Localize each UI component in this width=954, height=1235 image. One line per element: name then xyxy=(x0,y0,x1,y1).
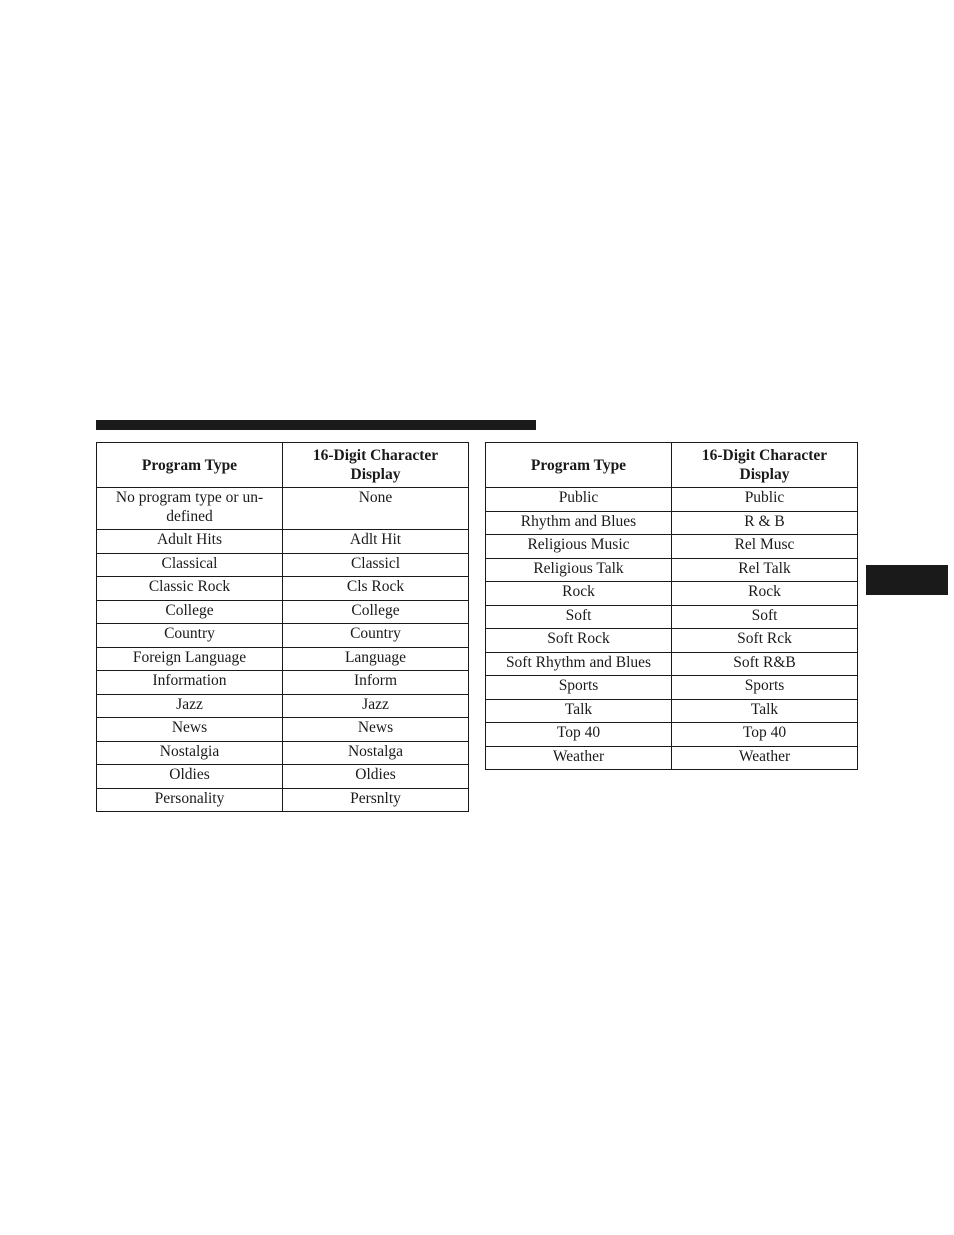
display-cell: Sports xyxy=(672,676,858,700)
program-type-cell: Nostalgia xyxy=(97,741,283,765)
program-type-cell: News xyxy=(97,718,283,742)
section-rule xyxy=(96,420,536,430)
table-row xyxy=(97,577,469,601)
display-cell: R & B xyxy=(672,511,858,535)
display-cell: Top 40 xyxy=(672,723,858,747)
header-program-type: Program Type xyxy=(97,443,283,488)
display-cell: Cls Rock xyxy=(283,577,469,601)
display-cell: Soft R&B xyxy=(672,652,858,676)
display-cell: Soft xyxy=(672,605,858,629)
table-row xyxy=(97,718,469,742)
program-type-cell: Rock xyxy=(486,582,672,606)
display-cell: Language xyxy=(283,647,469,671)
table-row xyxy=(486,605,858,629)
table-row xyxy=(97,671,469,695)
table-row xyxy=(97,788,469,812)
table-row xyxy=(486,652,858,676)
program-type-cell: Soft xyxy=(486,605,672,629)
table-row xyxy=(486,488,858,512)
display-cell: Soft Rck xyxy=(672,629,858,653)
header-program-type: Program Type xyxy=(486,443,672,488)
display-cell: News xyxy=(283,718,469,742)
display-cell: Persnlty xyxy=(283,788,469,812)
program-type-cell: Top 40 xyxy=(486,723,672,747)
program-type-table-left xyxy=(96,442,469,812)
table-row xyxy=(97,600,469,624)
header-display: 16-Digit Character Display xyxy=(283,443,469,488)
table-row xyxy=(97,765,469,789)
program-type-cell: Information xyxy=(97,671,283,695)
program-type-cell: Soft Rhythm and Blues xyxy=(486,652,672,676)
table-header-row xyxy=(486,443,858,488)
program-type-cell: Classical xyxy=(97,553,283,577)
display-cell: Weather xyxy=(672,746,858,770)
program-type-table-right xyxy=(485,442,858,770)
table-row xyxy=(486,558,858,582)
program-type-cell: Oldies xyxy=(97,765,283,789)
program-type-cell: No program type or un-defined xyxy=(97,488,283,530)
program-type-cell: Rhythm and Blues xyxy=(486,511,672,535)
display-cell: Rel Musc xyxy=(672,535,858,559)
table-row xyxy=(97,553,469,577)
table-header-row xyxy=(97,443,469,488)
program-type-cell: Weather xyxy=(486,746,672,770)
program-type-cell: Religious Talk xyxy=(486,558,672,582)
header-display: 16-Digit Character Display xyxy=(672,443,858,488)
program-type-cell: Foreign Language xyxy=(97,647,283,671)
program-type-cell: Talk xyxy=(486,699,672,723)
display-cell: Nostalga xyxy=(283,741,469,765)
table-row xyxy=(486,723,858,747)
table-row xyxy=(97,624,469,648)
program-type-cell: Classic Rock xyxy=(97,577,283,601)
table-row xyxy=(486,699,858,723)
display-cell: None xyxy=(283,488,469,530)
table-row xyxy=(486,629,858,653)
table-row xyxy=(97,530,469,554)
display-cell: Classicl xyxy=(283,553,469,577)
chapter-tab xyxy=(866,565,948,595)
table-row xyxy=(97,741,469,765)
table-row xyxy=(486,746,858,770)
display-cell: Public xyxy=(672,488,858,512)
program-type-cell: Soft Rock xyxy=(486,629,672,653)
display-cell: Oldies xyxy=(283,765,469,789)
display-cell: Country xyxy=(283,624,469,648)
display-cell: College xyxy=(283,600,469,624)
program-type-cell: Country xyxy=(97,624,283,648)
program-type-cell: Adult Hits xyxy=(97,530,283,554)
display-cell: Adlt Hit xyxy=(283,530,469,554)
display-cell: Rock xyxy=(672,582,858,606)
table-row xyxy=(97,647,469,671)
program-type-cell: Religious Music xyxy=(486,535,672,559)
program-type-cell: Public xyxy=(486,488,672,512)
display-cell: Talk xyxy=(672,699,858,723)
table-row xyxy=(486,676,858,700)
program-type-cell: Jazz xyxy=(97,694,283,718)
program-type-cell: Sports xyxy=(486,676,672,700)
table-row xyxy=(97,488,469,530)
display-cell: Inform xyxy=(283,671,469,695)
display-cell: Rel Talk xyxy=(672,558,858,582)
table-row xyxy=(486,582,858,606)
table-row xyxy=(486,511,858,535)
table-row xyxy=(486,535,858,559)
table-row xyxy=(97,694,469,718)
display-cell: Jazz xyxy=(283,694,469,718)
program-type-cell: College xyxy=(97,600,283,624)
program-type-cell: Personality xyxy=(97,788,283,812)
